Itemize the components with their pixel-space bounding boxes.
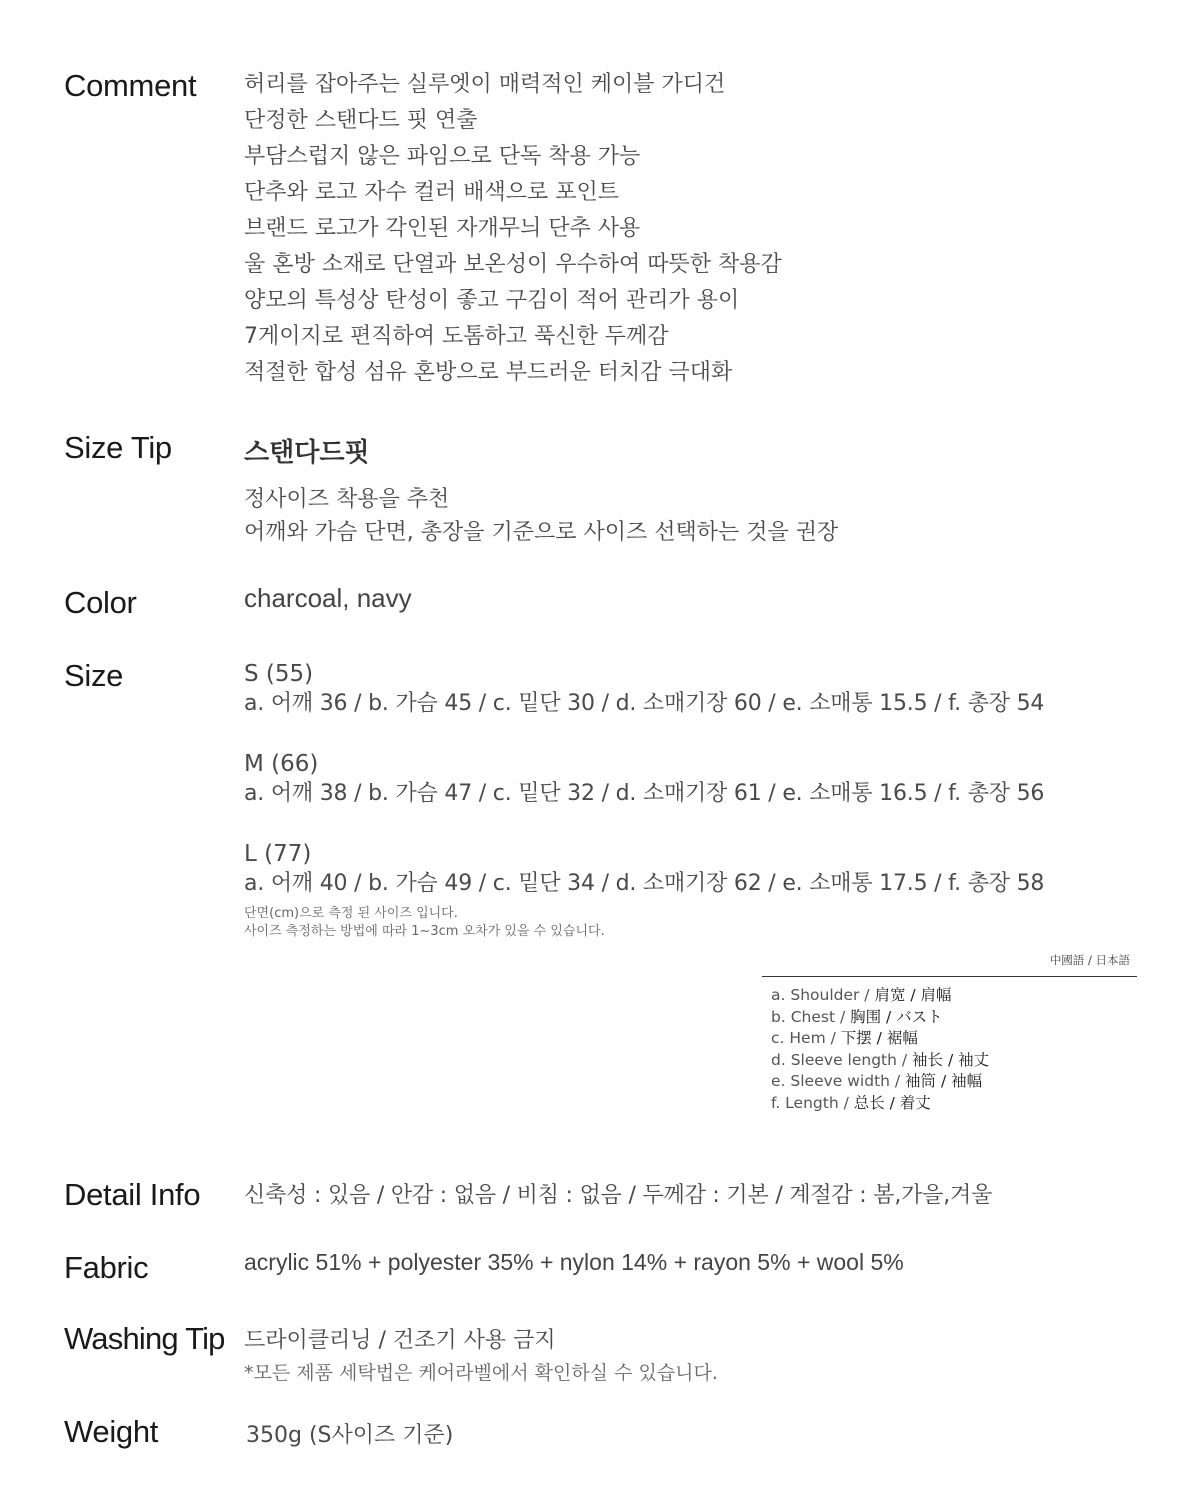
size-note: 단면(cm)으로 측정 된 사이즈 입니다. [244,906,458,921]
legend-item [771,985,989,1007]
color-value: charcoal, navy [244,583,412,613]
fabric-label: Fabric [64,1250,149,1285]
language-label: 中國語 / 日本語 [1049,953,1130,967]
legend-translation: 袖筒 / 袖幅 [905,1072,983,1091]
legend-item [771,1007,989,1029]
washing-tip-value: 드라이클리닝 / 건조기 사용 금지 [244,1328,556,1353]
legend-en: f. Length / [771,1093,854,1112]
size-label: Size [64,658,124,693]
legend-item [771,1050,989,1072]
size-notes [244,905,605,941]
legend-translation: 肩宽 / 肩幅 [874,986,952,1004]
size-block-l [244,839,1044,899]
comment-lines [244,67,782,391]
size-tip-line: 어깨와 가슴 단면, 총장을 기준으로 사이즈 선택하는 것을 권장 [244,520,839,545]
legend-translation: 下摆 / 裾幅 [840,1029,918,1048]
legend-divider [762,976,1137,977]
comment-line: 적절한 합성 섬유 혼방으로 부드러운 터치감 극대화 [244,360,733,385]
legend-translation: 胸围 / バスト [850,1007,943,1026]
detail-info-value: 신축성 : 있음 / 안감 : 없음 / 비침 : 없음 / 두께감 : 기본 / 계절감 : 봄,가을,겨울 [244,1183,993,1208]
size-tip-title: 스탠다드핏 [244,438,370,468]
legend-en: a. Shoulder / [771,986,875,1004]
size-header: M (66) [244,751,319,777]
comment-line: 단정한 스탠다드 핏 연출 [244,108,478,133]
legend-item [771,1071,989,1093]
legend-en: e. Sleeve width / [771,1072,906,1091]
comment-line: 7게이지로 편직하여 도톰하고 푹신한 두께감 [244,324,669,349]
size-note: 사이즈 측정하는 방법에 따라 1~3cm 오차가 있을 수 있습니다. [244,924,605,939]
size-measure-row: a. 어깨 40 / b. 가슴 49 / c. 밑단 34 / d. 소매기장 62 / e. 소매통 17.5 / f. 총장 58 [244,871,1045,896]
size-table [244,659,1044,899]
size-header: S (55) [244,661,314,687]
legend-en: c. Hem / [771,1029,841,1048]
legend-translation: 袖长 / 袖丈 [912,1050,990,1069]
measurement-legend [771,985,989,1115]
size-block-m [244,749,1044,809]
detail-info-label: Detail Info [64,1177,201,1212]
comment-line: 브랜드 로고가 각인된 자개무늬 단추 사용 [244,216,641,241]
size-tip-label: Size Tip [64,430,172,465]
legend-item [771,1093,989,1115]
legend-item [771,1028,989,1050]
comment-line: 양모의 특성상 탄성이 좋고 구김이 적어 관리가 용이 [244,288,740,313]
comment-line: 부담스럽지 않은 파임으로 단독 착용 가능 [244,144,641,169]
size-measure-row: a. 어깨 38 / b. 가슴 47 / c. 밑단 32 / d. 소매기장 61 / e. 소매통 16.5 / f. 총장 56 [244,781,1045,806]
washing-tip-content [244,1323,718,1385]
size-block-s [244,659,1044,719]
weight-label: Weight [64,1414,159,1449]
legend-en: d. Sleeve length / [771,1050,913,1069]
size-tip-content [244,432,838,549]
comment-label: Comment [64,68,197,103]
washing-tip-label: Washing Tip [64,1321,225,1356]
legend-translation: 总长 / 着丈 [853,1093,931,1112]
comment-line: 단추와 로고 자수 컬러 배색으로 포인트 [244,180,619,205]
fabric-value: acrylic 51% + polyester 35% + nylon 14% + rayon 5% + wool 5% [244,1249,904,1275]
size-tip-line: 정사이즈 착용을 추천 [244,487,450,512]
color-label: Color [64,585,137,620]
comment-line: 울 혼방 소재로 단열과 보온성이 우수하여 따뜻한 착용감 [244,252,782,277]
size-measure-row: a. 어깨 36 / b. 가슴 45 / c. 밑단 30 / d. 소매기장 60 / e. 소매통 15.5 / f. 총장 54 [244,691,1045,716]
size-header: L (77) [244,841,312,867]
comment-line: 허리를 잡아주는 실루엣이 매력적인 케이블 가디건 [244,72,726,97]
legend-en: b. Chest / [771,1007,851,1026]
washing-tip-note: *모든 제품 세탁법은 케어라벨에서 확인하실 수 있습니다. [244,1362,718,1384]
weight-value: 350g (S사이즈 기준) [246,1423,454,1448]
